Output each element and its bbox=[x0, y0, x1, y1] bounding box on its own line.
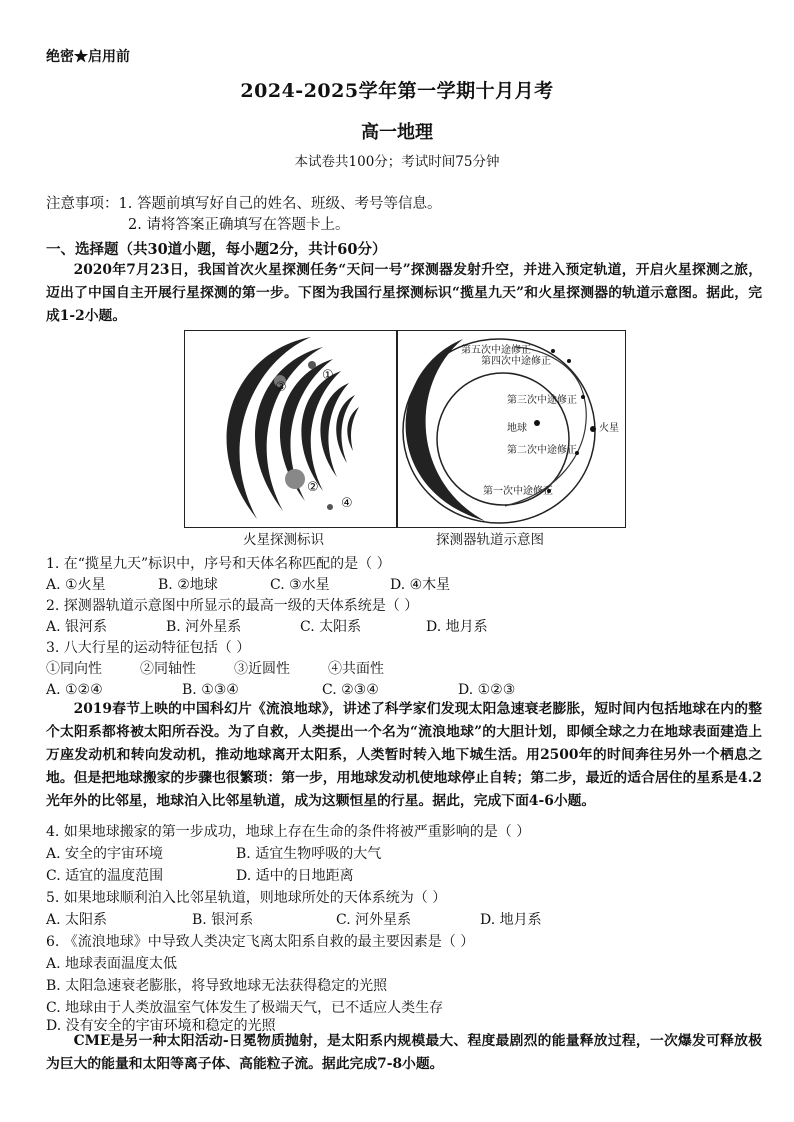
q3-item-1: ①同向性 bbox=[46, 661, 102, 677]
label-correction-3: 第三次中途修正 bbox=[507, 395, 577, 406]
q5-option-d: D. 地月系 bbox=[480, 912, 542, 928]
logo-label-3: ③ bbox=[275, 380, 287, 395]
caption-trajectory: 探测器轨道示意图 bbox=[436, 532, 544, 548]
question-2-options bbox=[46, 617, 488, 638]
q4-option-b: B. 适宜生物呼吸的大气 bbox=[236, 846, 382, 862]
label-correction-4: 第四次中途修正 bbox=[481, 356, 551, 367]
q1-option-c: C. ③水星 bbox=[270, 577, 330, 593]
label-correction-2: 第二次中途修正 bbox=[507, 445, 577, 456]
question-4-options-row2 bbox=[46, 866, 354, 887]
notice-line-1: 注意事项：1. 答题前填写好自己的姓名、班级、考号等信息。 bbox=[46, 196, 442, 212]
figure-svg bbox=[185, 331, 625, 527]
q3-item-3: ③近圆性 bbox=[234, 661, 290, 677]
logo-label-1: ① bbox=[322, 368, 334, 383]
logo-arc bbox=[336, 395, 355, 463]
question-3-items bbox=[46, 659, 384, 680]
q3-option-c: C. ②③④ bbox=[322, 682, 379, 698]
logo-arc bbox=[347, 407, 359, 451]
q2-option-c: C. 太阳系 bbox=[300, 619, 362, 635]
mars-logo-illustration bbox=[227, 337, 359, 519]
q4-option-a: A. 安全的宇宙环境 bbox=[46, 846, 164, 862]
question-5-stem: 5. 如果地球顺利泊入比邻星轨道，则地球所处的天体系统为（ ） bbox=[46, 890, 447, 906]
mars-dot bbox=[590, 426, 596, 432]
passage-1: 2020年7月23日，我国首次火星探测任务“天问一号”探测器发射升空，并进入预定轨道，开启火星探测之旅，迈出了中国自主开展行星探测的第一步。下图为我国行星探测标识“揽星九天”和火星探测器的轨道示意图。据此，完成1-2小题。 bbox=[46, 262, 762, 324]
label-correction-1: 第一次中途修正 bbox=[483, 486, 553, 497]
correction-dot bbox=[567, 359, 571, 363]
logo-label-2: ② bbox=[307, 480, 319, 495]
q2-option-d: D. 地月系 bbox=[426, 619, 488, 635]
question-1-options bbox=[46, 575, 450, 596]
q3-item-4: ④共面性 bbox=[328, 661, 384, 677]
question-6-stem: 6. 《流浪地球》中导致人类决定飞离太阳系自救的最主要因素是（ ） bbox=[46, 934, 475, 950]
section-heading: 一、选择题（共30道小题，每小题2分，共计60分） bbox=[46, 241, 387, 258]
q3-option-b: B. ①③④ bbox=[182, 682, 239, 698]
exam-title: 2024-2025学年第一学期十月月考 bbox=[240, 80, 554, 102]
notice-line-2: 2. 请将答案正确填写在答题卡上。 bbox=[128, 217, 350, 233]
question-1-stem: 1. 在“揽星九天”标识中，序号和天体名称匹配的是（ ） bbox=[46, 556, 391, 572]
trajectory-diagram bbox=[403, 339, 619, 523]
passage-3: CME是另一种太阳活动-日冕物质抛射，是太阳系内规模最大、程度最剧烈的能量释放过程，一次爆发可释放极为巨大的能量和太阳等离子体、高能粒子流。据此完成7-8小题。 bbox=[46, 1033, 762, 1072]
logo-label-4: ④ bbox=[341, 496, 353, 511]
planet-dot bbox=[327, 504, 333, 510]
correction-dot bbox=[551, 349, 555, 353]
q1-option-d: D. ④木星 bbox=[390, 577, 451, 593]
question-4-options-row1 bbox=[46, 844, 381, 865]
q6-option-b: B. 太阳急速衰老膨胀，将导致地球无法获得稳定的光照 bbox=[46, 978, 388, 994]
question-3-stem: 3. 八大行星的运动特征包括（ ） bbox=[46, 640, 251, 656]
q2-option-a: A. 银河系 bbox=[46, 619, 108, 635]
correction-dot bbox=[581, 395, 585, 399]
confidential-mark: 绝密★启用前 bbox=[46, 49, 130, 65]
q3-option-d: D. ①②③ bbox=[458, 682, 516, 698]
earth-dot bbox=[534, 420, 540, 426]
planet-dot bbox=[308, 361, 316, 369]
label-earth: 地球 bbox=[507, 423, 527, 434]
exam-info: 本试卷共100分；考试时间75分钟 bbox=[294, 154, 500, 170]
q5-option-c: C. 河外星系 bbox=[336, 912, 412, 928]
question-2-stem: 2. 探测器轨道示意图中所显示的最高一级的天体系统是（ ） bbox=[46, 598, 419, 614]
logo-arc bbox=[320, 383, 349, 477]
outer-crescent bbox=[406, 339, 485, 521]
q1-option-b: B. ②地球 bbox=[158, 577, 218, 593]
subject-title: 高一地理 bbox=[361, 122, 433, 143]
q3-item-2: ②同轴性 bbox=[140, 661, 196, 677]
q6-option-c: C. 地球由于人类放温室气体发生了极端天气，已不适应人类生存 bbox=[46, 1000, 444, 1016]
q2-option-b: B. 河外星系 bbox=[166, 619, 242, 635]
question-4-stem: 4. 如果地球搬家的第一步成功，地球上存在生命的条件将被严重影响的是（ ） bbox=[46, 824, 531, 840]
q4-option-d: D. 适中的日地距离 bbox=[236, 868, 354, 884]
q4-option-c: C. 适宜的温度范围 bbox=[46, 868, 164, 884]
label-correction-5: 第五次中途修正 bbox=[461, 345, 531, 356]
q6-option-d: D. 没有安全的宇宙环境和稳定的光照 bbox=[46, 1018, 276, 1034]
label-mars: 火星 bbox=[599, 423, 619, 434]
q1-option-a: A. ①火星 bbox=[46, 577, 106, 593]
planet-dot bbox=[285, 469, 305, 489]
question-5-options bbox=[46, 910, 542, 931]
q3-option-a: A. ①②④ bbox=[46, 682, 103, 698]
figure-box bbox=[184, 330, 626, 528]
q6-option-a: A. 地球表面温度太低 bbox=[46, 956, 178, 972]
figure-divider bbox=[396, 331, 398, 527]
q5-option-b: B. 银河系 bbox=[192, 912, 254, 928]
notice-block bbox=[46, 194, 441, 236]
passage-2: 2019春节上映的中国科幻片《流浪地球》，讲述了科学家们发现太阳急速衰老膨胀，短时间内包括地球在内的整个太阳系都将被太阳所吞没。为了自救，人类提出一个名为“流浪地球”的大胆计划，即倾全球之力在地球表面建造上万座发动机和转向发动机，推动地球离开太阳系，人类暂时转入地下城生活。用2500年的时间奔往另外一个栖息之地。但是把地球搬家的步骤也很繁琐：第一步，用地球发动机使地球停止自转；第二步，最近的适合居住的星系是4.2光年外的比邻星，地球泊入比邻星轨道，成为这颗恒星的行星。据此，完成下面4-6小题。 bbox=[46, 701, 762, 809]
q5-option-a: A. 太阳系 bbox=[46, 912, 108, 928]
caption-mars-logo: 火星探测标识 bbox=[243, 532, 324, 548]
